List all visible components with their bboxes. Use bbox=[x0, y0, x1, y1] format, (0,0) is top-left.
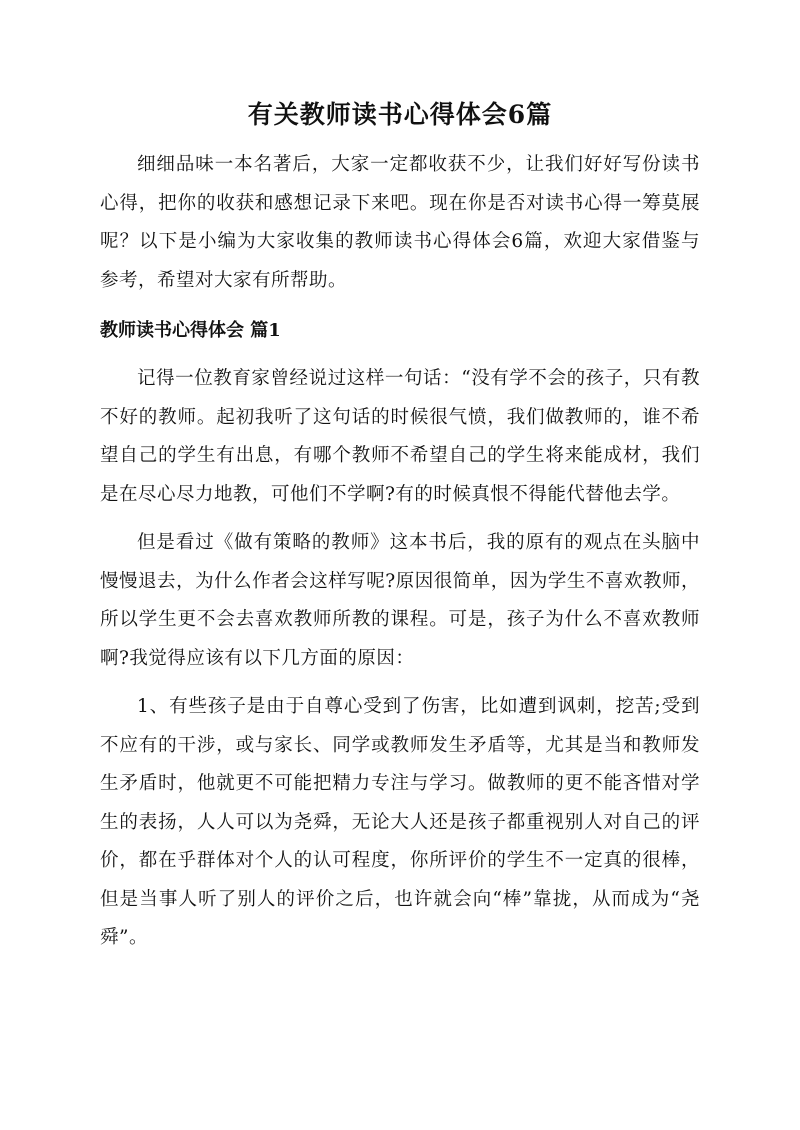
section-heading: 教师读书心得体会 篇1 bbox=[100, 320, 281, 341]
body-paragraph: 记得一位教育家曾经说过这样一句话：“没有学不会的孩子，只有教不好的教师。起初我听了这句话的时候很气愤，我们做教师的，谁不希望自己的学生有出息，有哪个教师不希望自己的学生将来能成材，我们是在尽心尽力地教，可他们不学啊?有的时候真恨不得能代替他去学。 bbox=[100, 368, 700, 505]
body-paragraph: 1、有些孩子是由于自尊心受到了伤害，比如遭到讽刺，挖苦;受到不应有的干涉，或与家长、同学或教师发生矛盾等，尤其是当和教师发生矛盾时，他就更不可能把精力专注与学习。做教师的更不能吝惜对学生的表扬，人人可以为尧舜，无论大人还是孩子都重视别人对自己的评价，都在乎群体对个人的认可程度，你所评价的学生不一定真的很棒，但是当事人听了别人的评价之后，也许就会向“棒”靠拢，从而成为“尧舜”。 bbox=[100, 696, 700, 948]
document-title: 有关教师读书心得体会6篇 bbox=[247, 100, 553, 129]
intro-paragraph: 细细品味一本名著后，大家一定都收获不少，让我们好好写份读书心得，把你的收获和感想记录下来吧。现在你是否对读书心得一筹莫展呢？以下是小编为大家收集的教师读书心得体会6篇，欢迎大家借鉴与参考，希望对大家有所帮助。 bbox=[100, 154, 700, 291]
body-paragraph: 但是看过《做有策略的教师》这本书后，我的原有的观点在头脑中慢慢退去，为什么作者会这样写呢?原因很简单，因为学生不喜欢教师，所以学生更不会去喜欢教师所教的课程。可是，孩子为什么不喜欢教师啊?我觉得应该有以下几方面的原因： bbox=[100, 532, 700, 669]
